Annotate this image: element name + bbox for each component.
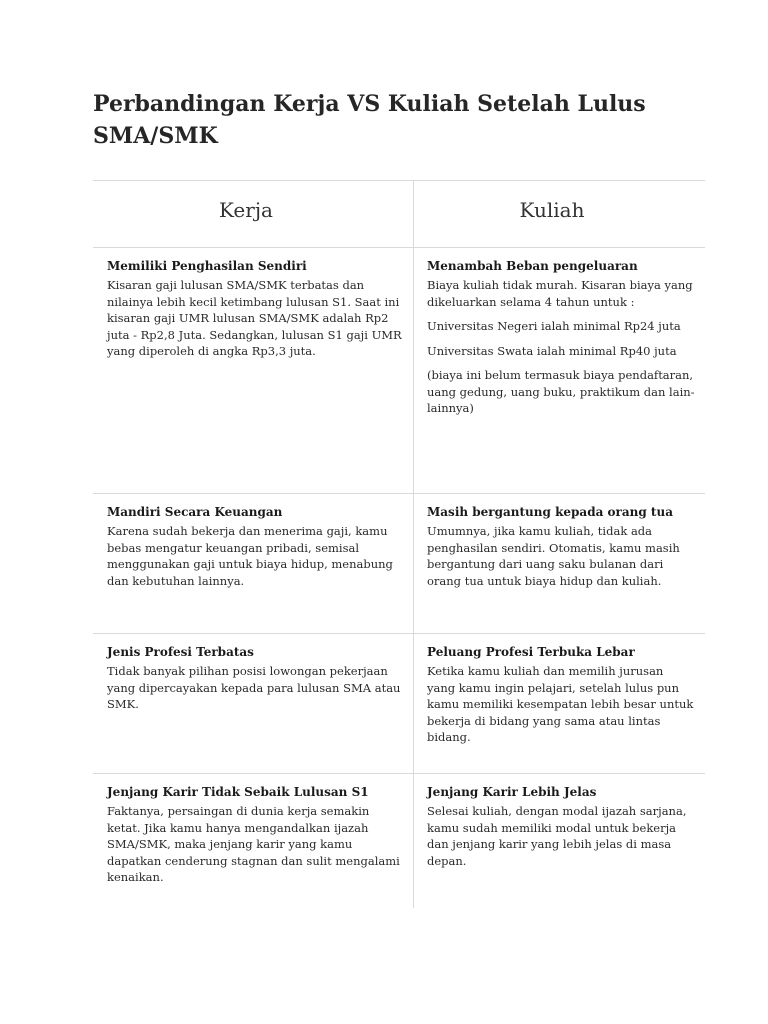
cell-paragraph: Ketika kamu kuliah dan memilih jurusan yang kamu ingin pelajari, setelah lulus pun kamu memiliki kesempatan lebih besar untuk bekerja di bidang yang sama atau lintas bidang. bbox=[427, 664, 694, 744]
table-cell-kuliah bbox=[413, 774, 705, 912]
table-cell-kerja bbox=[93, 494, 413, 633]
comparison-table bbox=[93, 180, 705, 912]
cell-heading: Peluang Profesi Terbuka Lebar bbox=[427, 645, 635, 659]
cell-paragraph: Karena sudah bekerja dan menerima gaji, kamu bebas mengatur keuangan pribadi, semisal menggunakan gaji untuk biaya hidup, menabung dan kebutuhan lainnya. bbox=[107, 524, 393, 588]
cell-paragraph: Tidak banyak pilihan posisi lowongan pekerjaan yang dipercayakan kepada para lulusan SMA atau SMK. bbox=[107, 664, 401, 711]
table-header-row bbox=[93, 181, 705, 248]
header-kuliah: Kuliah bbox=[519, 198, 585, 222]
table-cell-kerja bbox=[93, 248, 413, 493]
cell-heading: Memiliki Penghasilan Sendiri bbox=[107, 259, 307, 273]
table-cell-kuliah bbox=[413, 634, 705, 773]
cell-paragraph: Selesai kuliah, dengan modal ijazah sarjana, kamu sudah memiliki modal untuk bekerja dan jenjang karir yang lebih jelas di masa depan. bbox=[427, 804, 687, 868]
cell-heading: Menambah Beban pengeluaran bbox=[427, 259, 638, 273]
cell-paragraph: Universitas Negeri ialah minimal Rp24 juta bbox=[427, 319, 681, 333]
cell-paragraph: Faktanya, persaingan di dunia kerja semakin ketat. Jika kamu hanya mengandalkan ijazah SMA/SMK, maka jenjang karir yang kamu dapatkan cenderung stagnan dan sulit mengalami kenaikan. bbox=[107, 804, 400, 884]
cell-paragraph: Umumnya, jika kamu kuliah, tidak ada penghasilan sendiri. Otomatis, kamu masih bergantung dari uang saku bulanan dari orang tua untuk biaya hidup dan kuliah. bbox=[427, 524, 680, 588]
document-title: Perbandingan Kerja VS Kuliah Setelah Lulus SMA/SMK bbox=[93, 91, 646, 149]
table-cell-kuliah bbox=[413, 248, 705, 493]
table-cell-kuliah bbox=[413, 494, 705, 633]
cell-heading: Mandiri Secara Keuangan bbox=[107, 505, 283, 519]
table-row bbox=[93, 248, 705, 494]
cell-paragraph: Biaya kuliah tidak murah. Kisaran biaya yang dikeluarkan selama 4 tahun untuk : bbox=[427, 278, 693, 309]
cell-heading: Jenjang Karir Lebih Jelas bbox=[427, 785, 597, 799]
cell-heading: Jenjang Karir Tidak Sebaik Lulusan S1 bbox=[107, 785, 369, 799]
table-row bbox=[93, 774, 705, 912]
cell-paragraph: Kisaran gaji lulusan SMA/SMK terbatas dan nilainya lebih kecil ketimbang lulusan S1. Saat ini kisaran gaji UMR lulusan SMA/SMK adalah Rp2 juta - Rp2,8 Juta. Sedangkan, lulusan S1 gaji UMR yang diperoleh di angka Rp3,3 juta. bbox=[107, 278, 402, 358]
cell-heading: Masih bergantung kepada orang tua bbox=[427, 505, 673, 519]
table-row bbox=[93, 634, 705, 774]
table-cell-kerja bbox=[93, 774, 413, 912]
cell-paragraph: (biaya ini belum termasuk biaya pendaftaran, uang gedung, uang buku, praktikum dan lain-lainnya) bbox=[427, 368, 695, 415]
table-cell-kerja bbox=[93, 634, 413, 773]
header-kerja: Kerja bbox=[219, 198, 273, 222]
table-row bbox=[93, 494, 705, 634]
cell-heading: Jenis Profesi Terbatas bbox=[107, 645, 254, 659]
cell-paragraph: Universitas Swata ialah minimal Rp40 juta bbox=[427, 343, 677, 358]
